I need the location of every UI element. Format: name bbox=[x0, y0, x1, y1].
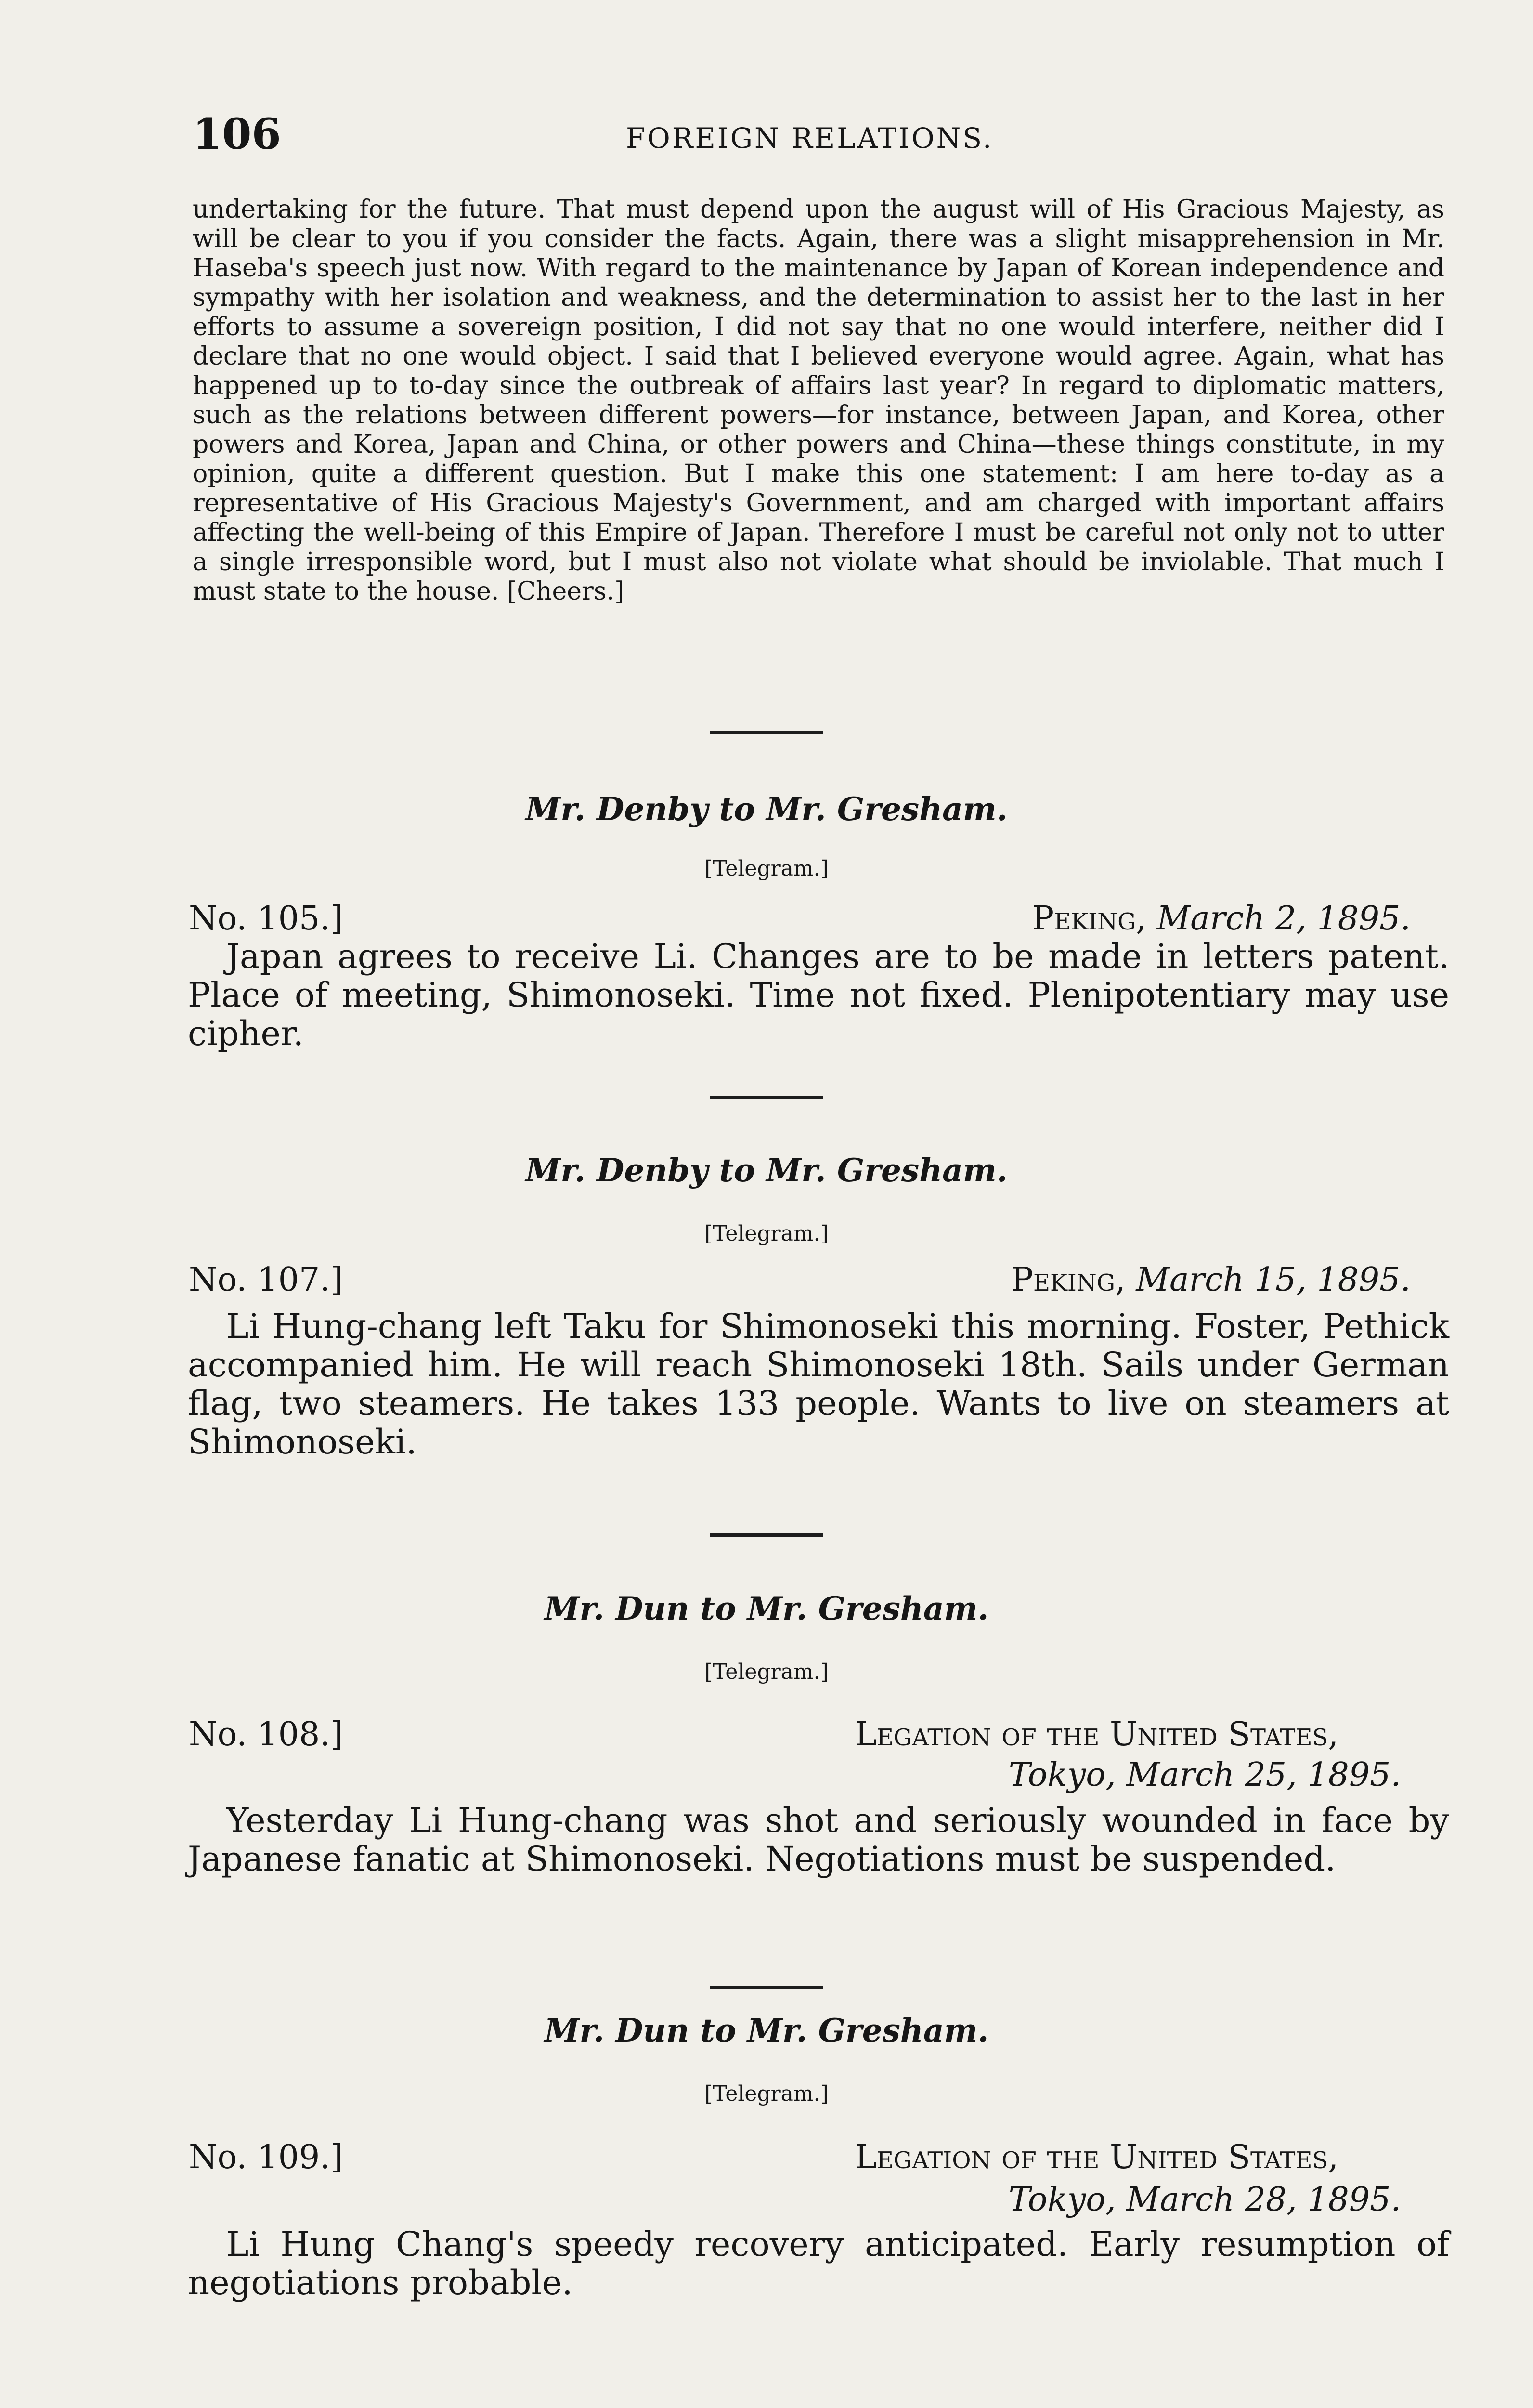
dateline-date: March 15, 1895. bbox=[1136, 1261, 1411, 1299]
document-title: Mr. Denby to Mr. Gresham. bbox=[525, 790, 1008, 828]
telegram-label: [Telegram.] bbox=[704, 1660, 829, 1684]
document-number: No. 107.] bbox=[189, 1261, 343, 1299]
document-title: Mr. Dun to Mr. Gresham. bbox=[544, 1590, 989, 1627]
page-number: 106 bbox=[193, 109, 281, 159]
dateline bbox=[862, 1261, 1411, 1299]
telegram-body: Li Hung-chang left Taku for Shimonoseki this morning. Foster, Pethick accompanied him. He will reach Shimonoseki 18th. Sails under German flag, two steamers. He takes 133 people. Wants to live on steamers at Shimonoseki. bbox=[188, 1307, 1449, 1462]
document-number: No. 105.] bbox=[189, 900, 343, 938]
section-divider bbox=[710, 1533, 823, 1537]
dateline-place: Peking, bbox=[1011, 1261, 1126, 1299]
document-number: No. 109.] bbox=[189, 2138, 343, 2176]
section-divider bbox=[710, 1096, 823, 1099]
telegram-label: [Telegram.] bbox=[704, 856, 829, 881]
telegram-body: Japan agrees to receive Li. Changes are to be made in letters patent. Place of meeting, Shimonoseki. Time not fixed. Plenipotentiary may use cipher. bbox=[188, 937, 1449, 1053]
dateline-place: Legation of the United States, bbox=[855, 1715, 1338, 1754]
section-divider bbox=[710, 731, 823, 734]
telegram-body: Yesterday Li Hung-chang was shot and seriously wounded in face by Japanese fanatic at Shimonoseki. Negotiations must be suspended. bbox=[188, 1801, 1449, 1879]
dateline-date: March 2, 1895. bbox=[1156, 900, 1411, 938]
dateline-place: Legation of the United States, bbox=[855, 2138, 1338, 2176]
dateline-date: Tokyo, March 28, 1895. bbox=[1008, 2181, 1401, 2219]
running-head: FOREIGN RELATIONS. bbox=[626, 122, 994, 155]
continued-speech-paragraph: undertaking for the future. That must depend upon the august will of His Gracious Majesty, as will be clear to you if you consider the facts. Again, there was a slight misapprehension in Mr. Haseba's speech just now. With regard to the maintenance by Japan of Korean independence and sympathy with her isolation and weakness, and the determination to assist her to the last in her efforts to assume a sovereign position, I did not say that no one would interfere, neither did I declare that no one would object. I said that I believed everyone would agree. Again, what has happened up to to-day since the outbreak of affairs last year? In regard to diplomatic matters, such as the relations between different powers—for instance, between Japan, and Korea, other powers and Korea, Japan and China, or other powers and China—these things constitute, in my opinion, quite a different question. But I make this one statement: I am here to-day as a representative of His Gracious Majesty's Government, and am charged with important affairs affecting the well-being of this Empire of Japan. Therefore I must be careful not only not to utter a single irresponsible word, but I must also not violate what should be inviolable. That much I must state to the house. [Cheers.] bbox=[193, 195, 1444, 606]
telegram-label: [Telegram.] bbox=[704, 1221, 829, 1246]
telegram-label: [Telegram.] bbox=[704, 2081, 829, 2106]
dateline-place: Peking, bbox=[1032, 900, 1147, 938]
section-divider bbox=[710, 1986, 823, 1989]
dateline bbox=[862, 900, 1411, 938]
page-header bbox=[193, 110, 1444, 163]
dateline-date: Tokyo, March 25, 1895. bbox=[1008, 1756, 1401, 1794]
document-title: Mr. Denby to Mr. Gresham. bbox=[525, 1152, 1008, 1189]
document-number: No. 108.] bbox=[189, 1715, 343, 1754]
telegram-body: Li Hung Chang's speedy recovery anticipated. Early resumption of negotiations probable. bbox=[188, 2225, 1449, 2303]
document-title: Mr. Dun to Mr. Gresham. bbox=[544, 2012, 989, 2049]
